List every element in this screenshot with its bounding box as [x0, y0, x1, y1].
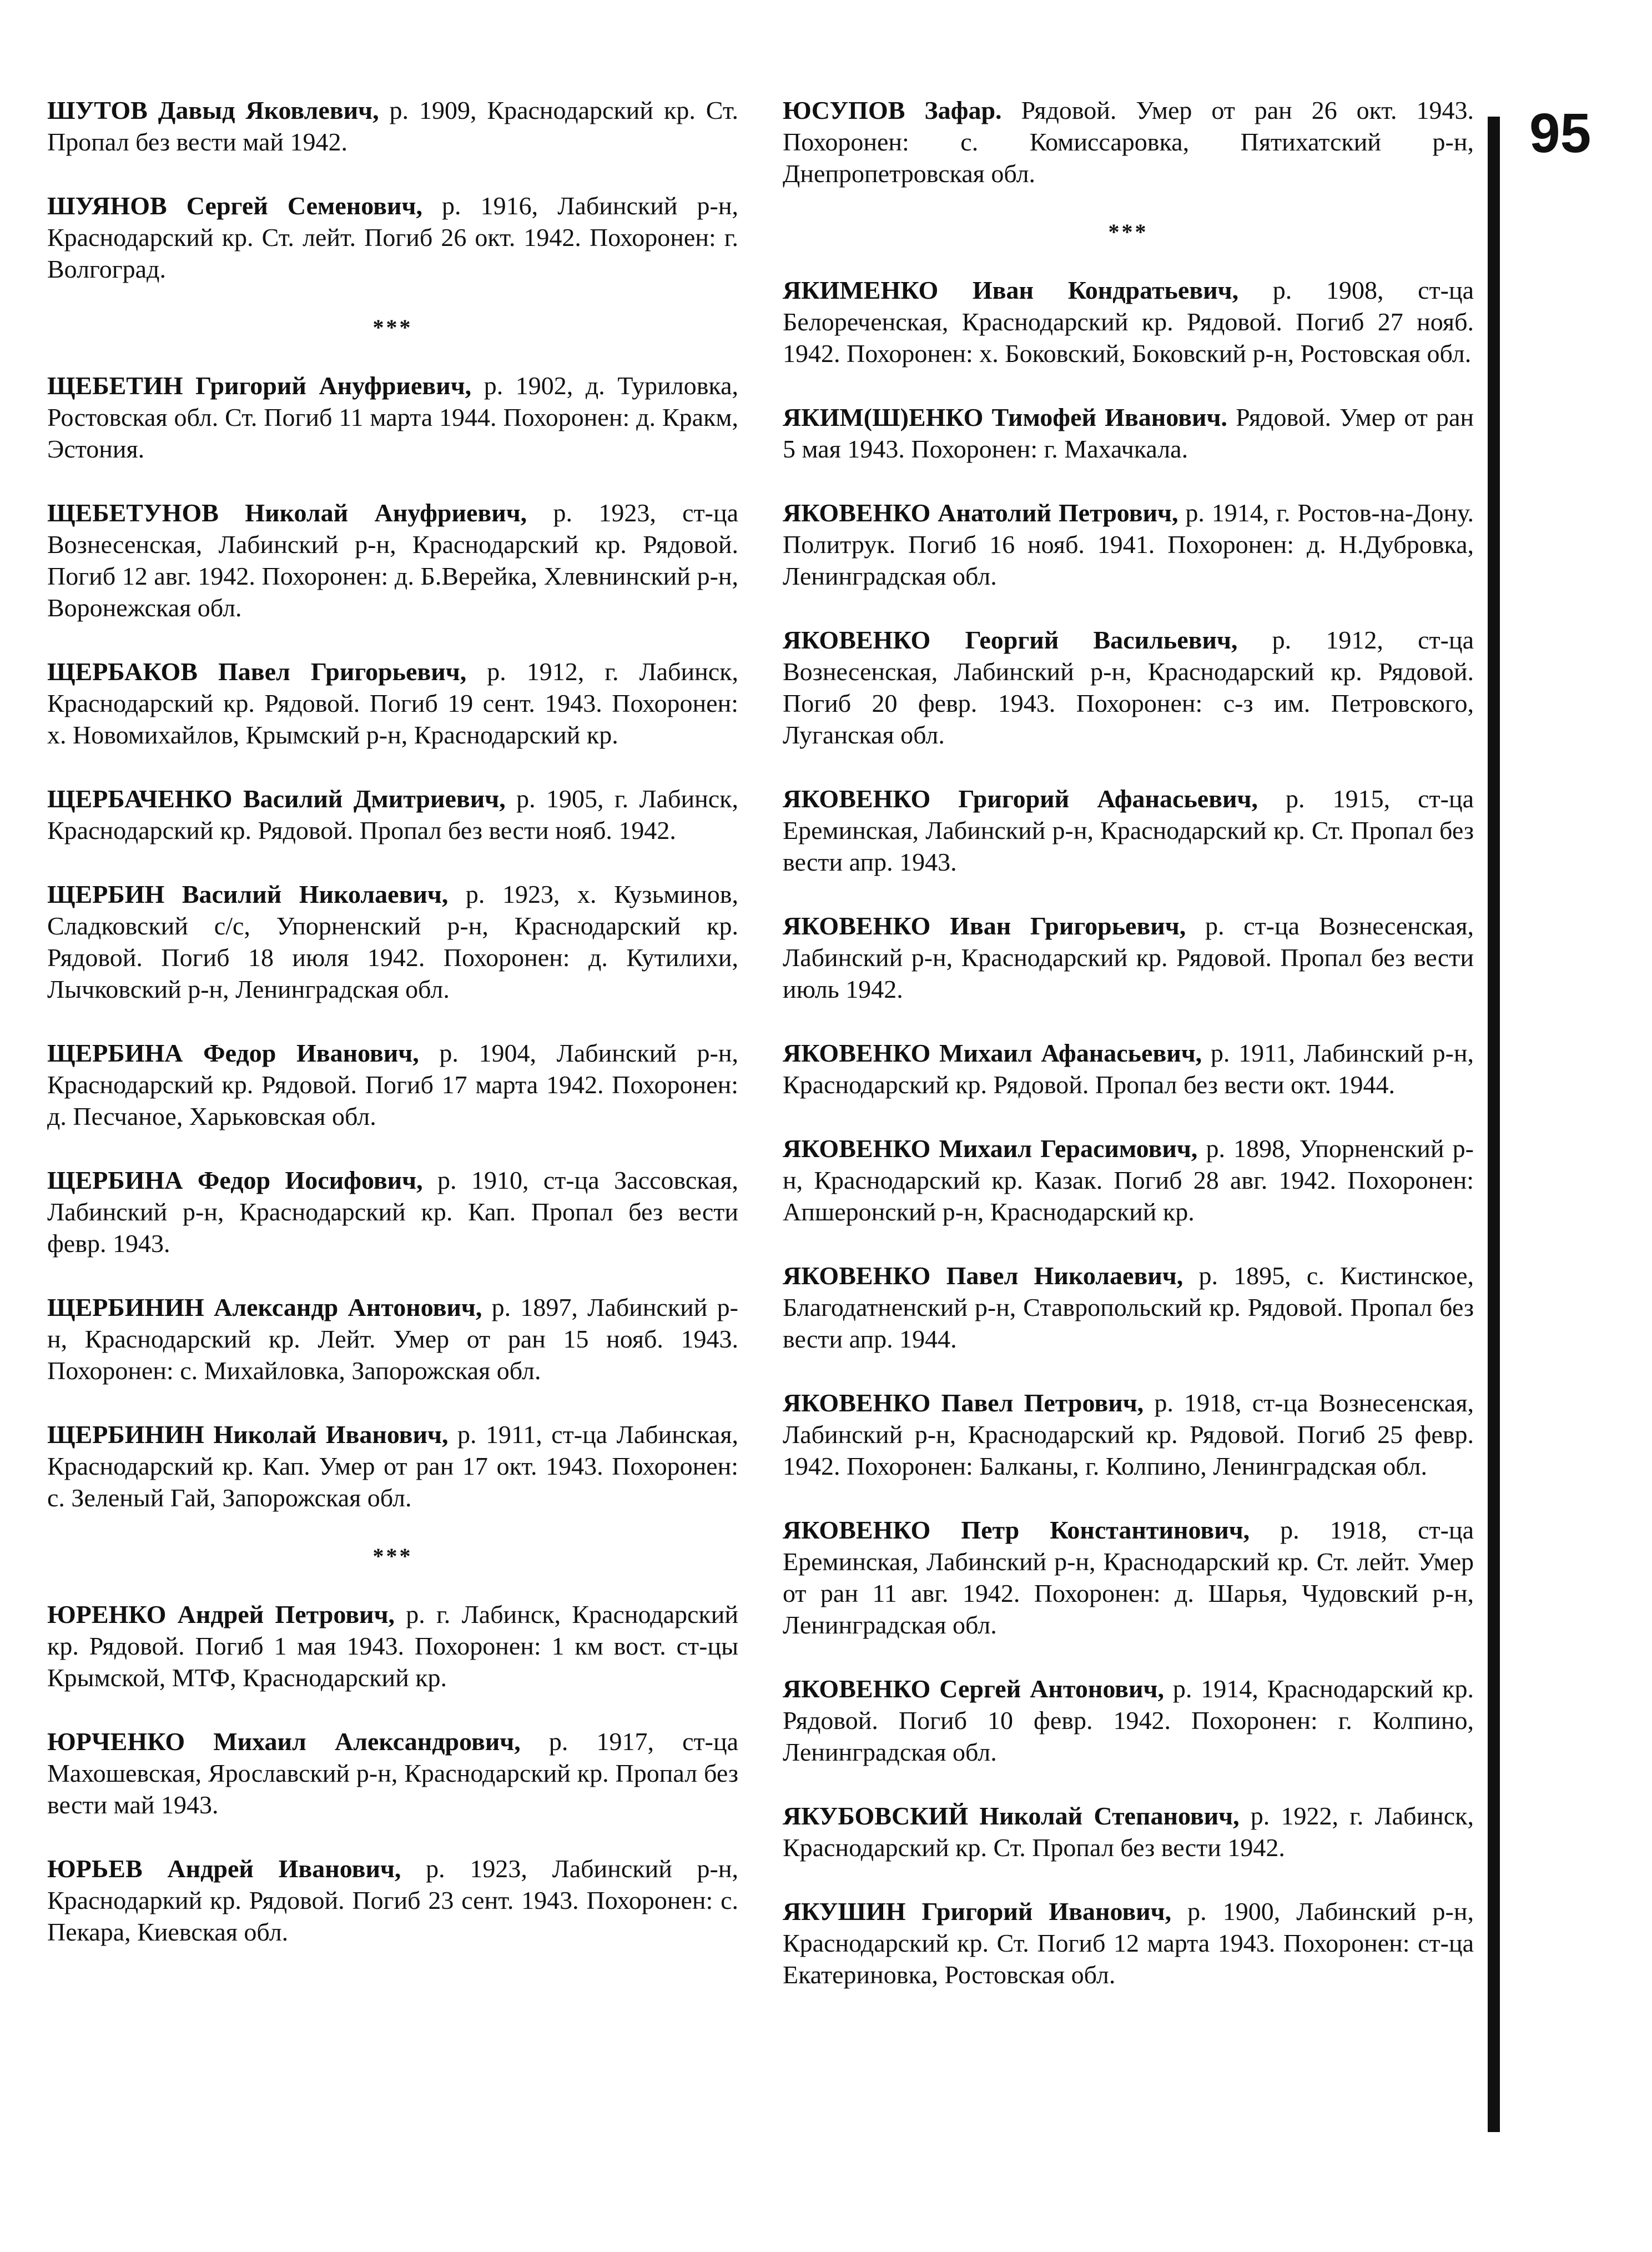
- memorial-entry: [783, 401, 1474, 465]
- memorial-entry: [783, 274, 1474, 369]
- entry-details: р. 1908, ст-ца Белореченская, Краснодарский кр. Рядовой. Погиб 27 нояб. 1942. Похоронен: х. Боковский, Боковский р-н, Ростовская обл.: [783, 276, 1474, 368]
- entry-details: р. 1917, ст-ца Махошевская, Ярославский р-н, Краснодарский кр. Пропал без вести май 1943.: [47, 1727, 739, 1819]
- entry-details: р. 1918, ст-ца Вознесенская, Лабинский р-н, Краснодарский кр. Рядовой. Погиб 25 февр. 1942. Похоронен: Балканы, г. Колпино, Ленинградская обл.: [783, 1389, 1474, 1480]
- entry-name: ЮСУПОВ Зафар.: [783, 96, 1002, 124]
- memorial-entry: [47, 497, 738, 624]
- entry-details: р. 1905, г. Лабинск, Краснодарский кр. Рядовой. Пропал без вести нояб. 1942.: [47, 785, 738, 844]
- entry-details: р. 1914, г. Ростов-на-Дону. Политрук. Погиб 16 нояб. 1941. Похоронен: д. Н.Дубровка, Ленинградская обл.: [783, 499, 1474, 590]
- entry-name: ЩЕБЕТИН Григорий Ануфриевич,: [47, 371, 472, 400]
- memorial-entry: [47, 370, 738, 465]
- right-column: [783, 94, 1474, 2023]
- memorial-entry: [783, 1260, 1474, 1355]
- entry-details: р. г. Лабинск, Краснодарский кр. Рядовой. Погиб 1 мая 1943. Похоронен: 1 км вост. ст-цы Крымской, МТФ, Краснодарский кр.: [47, 1600, 739, 1692]
- memorial-entry: [47, 1291, 738, 1386]
- left-column: [47, 94, 738, 1980]
- entry-name: ЮРЬЕВ Андрей Иванович,: [47, 1854, 401, 1883]
- memorial-entry: [783, 1037, 1474, 1100]
- entry-details: р. 1902, д. Туриловка, Ростовская обл. Ст. Погиб 11 марта 1944. Похоронен: д. Кракм, Эстония.: [47, 371, 738, 463]
- entry-details: р. 1904, Лабинский р-н, Краснодарский кр. Рядовой. Погиб 17 марта 1942. Похоронен: д. Песчаное, Харьковская обл.: [47, 1039, 738, 1130]
- entry-name: ЯКОВЕНКО Петр Константинович,: [783, 1516, 1250, 1544]
- entry-details: р. 1898, Упорненский р-н, Краснодарский кр. Казак. Погиб 28 авг. 1942. Похоронен: Апшеронский р-н, Краснодарский кр.: [783, 1134, 1474, 1226]
- entry-details: Рядовой. Умер от ран 26 окт. 1943. Похоронен: с. Комиссаровка, Пятихатский р-н, Днепропетровская обл.: [783, 96, 1474, 188]
- entry-name: ЯКОВЕНКО Григорий Афанасьевич,: [783, 785, 1258, 813]
- memorial-entry: [783, 94, 1474, 189]
- entry-name: ЯКОВЕНКО Павел Петрович,: [783, 1389, 1144, 1417]
- entry-details: р. 1911, ст-ца Лабинская, Краснодарский кр. Кап. Умер от ран 17 окт. 1943. Похоронен: с. Зеленый Гай, Запорожская обл.: [47, 1420, 738, 1512]
- entry-details: р. 1918, ст-ца Ереминская, Лабинский р-н, Краснодарский кр. Ст. лейт. Умер от ран 11 авг. 1942. Похоронен: д. Шарья, Чудовский р-н, Ленинградская обл.: [783, 1516, 1474, 1639]
- entry-name: ЩЕРБИНИН Николай Иванович,: [47, 1420, 449, 1449]
- memorial-entry: [783, 1133, 1474, 1228]
- memorial-entry: [47, 656, 738, 751]
- entry-name: ЩЕРБАЧЕНКО Василий Дмитриевич,: [47, 785, 506, 813]
- memorial-entry: [47, 94, 738, 158]
- section-separator: ***: [372, 315, 413, 340]
- memorial-entry: [783, 1800, 1474, 1863]
- section-separator: ***: [1108, 219, 1149, 244]
- entry-name: ЯКУБОВСКИЙ Николай Степанович,: [783, 1802, 1240, 1830]
- memorial-entry: [783, 1673, 1474, 1768]
- section-separator: ***: [372, 1544, 413, 1569]
- entry-details: р. 1900, Лабинский р-н, Краснодарский кр. Ст. Погиб 12 марта 1943. Похоронен: ст-ца Екатериновка, Ростовская обл.: [783, 1897, 1474, 1989]
- entry-name: ЯКОВЕНКО Сергей Антонович,: [783, 1675, 1164, 1703]
- entry-details: р. 1909, Краснодарский кр. Ст. Пропал без вести май 1942.: [47, 96, 738, 156]
- page-edge-rule: [1488, 117, 1500, 2132]
- entry-details: р. 1911, Лабинский р-н, Краснодарский кр. Рядовой. Пропал без вести окт. 1944.: [783, 1039, 1474, 1099]
- entry-details: р. 1912, г. Лабинск, Краснодарский кр. Рядовой. Погиб 19 сент. 1943. Похоронен: х. Новомихайлов, Крымский р-н, Краснодарский кр.: [47, 657, 738, 749]
- entry-name: ЯКОВЕНКО Георгий Васильевич,: [783, 626, 1238, 654]
- entry-details: р. 1923, Лабинский р-н, Краснодаркий кр. Рядовой. Погиб 23 сент. 1943. Похоронен: с. Пекара, Киевская обл.: [47, 1854, 738, 1946]
- entry-name: ЩЕРБИНА Федор Иванович,: [47, 1039, 419, 1067]
- entry-details: р. 1914, Краснодарский кр. Рядовой. Погиб 10 февр. 1942. Похоронен: г. Колпино, Ленинградская обл.: [783, 1675, 1474, 1766]
- entry-details: р. 1922, г. Лабинск, Краснодарский кр. Ст. Пропал без вести 1942.: [783, 1802, 1474, 1862]
- memorial-entry: [47, 878, 738, 1005]
- memorial-entry: [783, 1387, 1474, 1482]
- memorial-entry: [783, 1514, 1474, 1641]
- entry-details: р. 1916, Лабинский р-н, Краснодарский кр. Ст. лейт. Погиб 26 окт. 1942. Похоронен: г. Волгоград.: [47, 192, 738, 283]
- entry-details: р. 1897, Лабинский р-н, Краснодарский кр. Лейт. Умер от ран 15 нояб. 1943. Похоронен: с. Михайловка, Запорожская обл.: [47, 1293, 738, 1385]
- memorial-entry: [783, 624, 1474, 751]
- entry-name: ЩЕРБИНИН Александр Антонович,: [47, 1293, 482, 1321]
- entry-name: ЯКОВЕНКО Анатолий Петрович,: [783, 499, 1178, 527]
- entry-name: ЮРЕНКО Андрей Петрович,: [47, 1600, 395, 1628]
- entry-name: ШУТОВ Давыд Яковлевич,: [47, 96, 379, 124]
- entry-name: ЯКУШИН Григорий Иванович,: [783, 1897, 1172, 1926]
- entry-details: р. ст-ца Вознесенская, Лабинский р-н, Краснодарский кр. Рядовой. Пропал без вести июль 1942.: [783, 912, 1474, 1003]
- page-number: 95: [1529, 102, 1591, 164]
- entry-name: ЯКИМЕНКО Иван Кондратьевич,: [783, 276, 1239, 304]
- memorial-entry: [47, 1419, 738, 1514]
- memorial-entry: [47, 1726, 738, 1821]
- entry-name: ЯКОВЕНКО Михаил Афанасьевич,: [783, 1039, 1202, 1067]
- memorial-entry: [783, 783, 1474, 878]
- memorial-entry: [47, 1853, 738, 1948]
- memorial-entry: [783, 497, 1474, 592]
- memorial-entry: [783, 1896, 1474, 1990]
- entry-name: ШУЯНОВ Сергей Семенович,: [47, 192, 422, 220]
- entry-details: р. 1923, ст-ца Вознесенская, Лабинский р-н, Краснодарский кр. Рядовой. Погиб 12 авг. 1942. Похоронен: д. Б.Верейка, Хлевнинский р-н, Воронежская обл.: [47, 499, 738, 622]
- entry-name: ЩЕРБИНА Федор Иосифович,: [47, 1166, 423, 1194]
- entry-details: р. 1912, ст-ца Вознесенская, Лабинский р-н, Краснодарский кр. Рядовой. Погиб 20 февр. 1943. Похоронен: с-з им. Петровского, Луганская обл.: [783, 626, 1474, 749]
- memorial-entry: [47, 1598, 738, 1693]
- entry-name: ЩЕБЕТУНОВ Николай Ануфриевич,: [47, 499, 527, 527]
- entry-name: ЯКИМ(Ш)ЕНКО Тимофей Иванович.: [783, 403, 1227, 431]
- entry-details: Рядовой. Умер от ран 5 мая 1943. Похоронен: г. Махачкала.: [783, 403, 1474, 463]
- memorial-entry: [783, 910, 1474, 1005]
- entry-name: ЮРЧЕНКО Михаил Александрович,: [47, 1727, 521, 1756]
- memorial-entry: [47, 1037, 738, 1132]
- entry-details: р. 1923, х. Кузьминов, Сладковский с/с, Упорненский р-н, Краснодарский кр. Рядовой. Погиб 18 июля 1942. Похоронен: д. Кутилихи, Лычковский р-н, Ленинградская обл.: [47, 880, 738, 1003]
- entry-details: р. 1895, с. Кистинское, Благодатненский р-н, Ставропольский кр. Рядовой. Пропал без вести апр. 1944.: [783, 1261, 1474, 1353]
- entry-name: ЩЕРБИН Василий Николаевич,: [47, 880, 449, 908]
- entry-name: ЯКОВЕНКО Иван Григорьевич,: [783, 912, 1186, 940]
- entry-name: ЩЕРБАКОВ Павел Григорьевич,: [47, 657, 467, 686]
- memorial-entry: [47, 783, 738, 846]
- memorial-entry: [47, 1164, 738, 1259]
- memorial-entry: [47, 190, 738, 285]
- entry-name: ЯКОВЕНКО Павел Николаевич,: [783, 1261, 1183, 1290]
- entry-name: ЯКОВЕНКО Михаил Герасимович,: [783, 1134, 1198, 1163]
- entry-details: р. 1915, ст-ца Ереминская, Лабинский р-н, Краснодарский кр. Ст. Пропал без вести апр. 1943.: [783, 785, 1474, 876]
- entry-details: р. 1910, ст-ца Зассовская, Лабинский р-н, Краснодарский кр. Кап. Пропал без вести февр. 1943.: [47, 1166, 738, 1258]
